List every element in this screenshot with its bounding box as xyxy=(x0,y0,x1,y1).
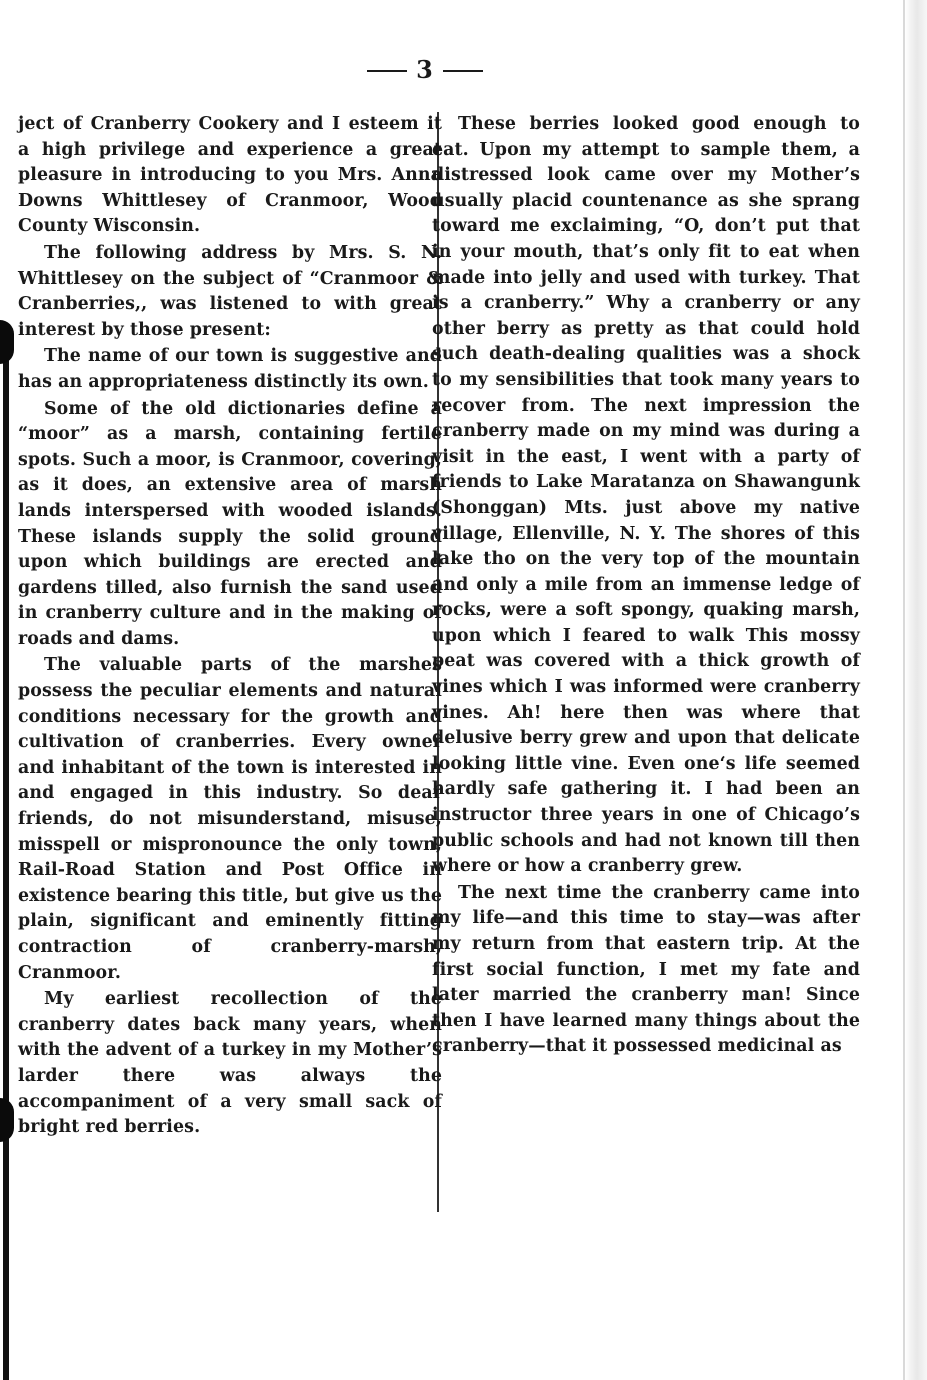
right-column xyxy=(432,112,860,1060)
paragraph: My earliest recollection of the cranberry dates back many years, when with the advent of a turkey in my Mother’s larder there was always the accompaniment of a very small sack of bright red berries. xyxy=(18,989,442,1138)
paragraph: The valuable parts of the marshes possess the peculiar elements and natural conditions necessary for the growth and cultivation of cranberries. Every owner and inhabitant of the town is interested in and engaged in this industry. So dear friends, do not misunderstand, misuse, misspell or mispronounce the only town, Rail-Road Station and Post Office in existence bearing this title, but give us the plain, significant and eminently fitting contraction of cranberry-marsh, Cranmoor. xyxy=(18,655,442,983)
left-column xyxy=(18,112,442,1141)
binding-tab-top xyxy=(0,320,14,364)
paragraph: The next time the cranberry came into my life—and this time to stay—was after my return from that eastern trip. At the first social function, I met my fate and later married the cranberry man! Since then I have learned many things about the cranberry—that it possessed medicinal as xyxy=(432,882,860,1057)
paragraph: ject of Cranberry Cookery and I esteem it a high privilege and experience a great pleasure in introducing to you Mrs. Anna Downs Whittlesey of Cranmoor, Wood County Wisconsin. xyxy=(18,114,442,237)
binding-rule xyxy=(3,330,9,1380)
paragraph: Some of the old dictionaries define a “moor” as a marsh, containing fertile spots. Such a moor, is Cranmoor, covering, as it does, an extensive area of marsh lands interspersed with wooded islands. These islands supply the solid ground upon which buildings are erected and gardens tilled, also furnish the sand used in cranberry culture and in the making of roads and dams. xyxy=(18,398,442,649)
page-number: 3 xyxy=(365,56,485,84)
page-edge-shadow xyxy=(903,0,927,1380)
paragraph: The name of our town is suggestive and has an appropriateness distinctly its own. xyxy=(18,346,442,392)
paragraph: The following address by Mrs. S. N. Whittlesey on the subject of “Cranmoor & Cranberries,, was listened to with great interest by those present: xyxy=(18,242,442,340)
binding-tab-bottom xyxy=(0,1098,14,1142)
paragraph: These berries looked good enough to eat. Upon my attempt to sample them, a distressed look came over my Mother’s usually placid countenance as she sprang toward me exclaiming, “O, don’t put that in your mouth, that’s only fit to eat when made into jelly and used with turkey. That is a cranberry.” Why a cranberry or any other berry as pretty as that could hold such death-dealing qualities was a shock to my sensibilities that took many years to recover from. The next impression the cranberry made on my mind was during a visit in the east, I went with a party of friends to Lake Maratanza on Shawangunk (Shonggan) Mts. just above my native village, Ellenville, N. Y. The shores of this lake tho on the very top of the mountain and only a mile from an immense ledge of rocks, were a soft spongy, quaking marsh, upon which I feared to walk This mossy peat was covered with a thick growth of vines which I was informed were cranberry vines. Ah! here then was where that delusive berry grew and upon that delicate looking little vine. Even one‘s life seemed hardly safe gathering it. I had been an instructor three years in one of Chicago’s public schools and had not known till then where or how a cranberry grew. xyxy=(432,114,860,877)
